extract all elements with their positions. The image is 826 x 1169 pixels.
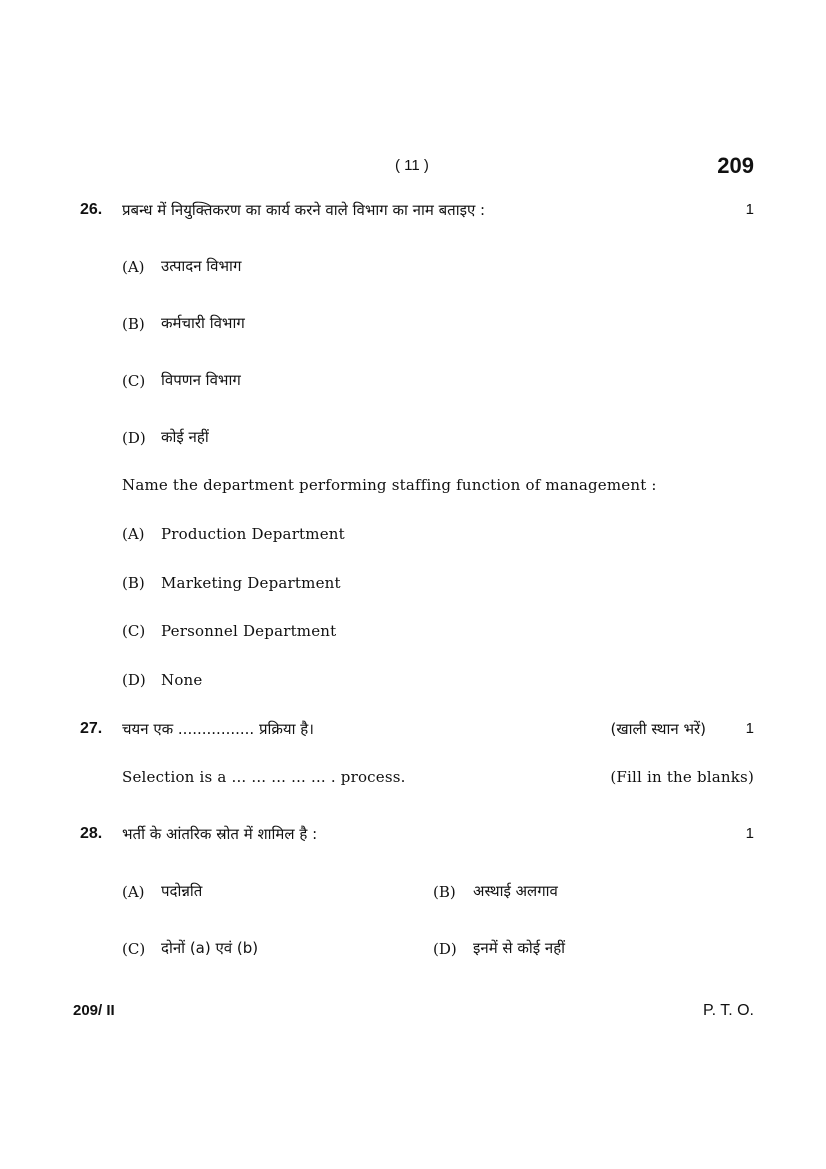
question-text-hindi: प्रबन्ध में नियुक्तिकरण का कार्य करने वाले विभाग का नाम बताइए : (122, 201, 486, 219)
question-text-hindi: चयन एक ................ प्रक्रिया है। (122, 720, 314, 738)
question-text-english: Selection is a ... ... ... ... ... . process. (122, 768, 406, 786)
paper-code: 209 (717, 153, 754, 178)
option-label: (A) (122, 883, 145, 901)
footer-code: 209/ II (73, 1002, 115, 1019)
option-label: (D) (122, 429, 146, 447)
option-label: (A) (122, 258, 145, 276)
option-label: (B) (122, 574, 145, 592)
option-text: Personnel Department (161, 622, 337, 640)
option-text: पदोन्नति (161, 882, 203, 900)
question-number: 26. (80, 201, 103, 218)
option-text: इनमें से कोई नहीं (473, 939, 566, 957)
question-text-hindi: भर्ती के आंतरिक स्रोत में शामिल है : (122, 825, 318, 843)
question-marks: 1 (745, 825, 754, 842)
option-label: (C) (122, 622, 146, 640)
option-label: (C) (122, 372, 146, 390)
option-text: दोनों (a) एवं (b) (161, 939, 259, 957)
option-text: Production Department (161, 525, 345, 543)
question-number: 28. (80, 825, 103, 842)
option-label: (B) (433, 883, 456, 901)
option-text: कोई नहीं (161, 428, 209, 446)
question-text-english: Name the department performing staffing function of management : (122, 476, 657, 494)
option-text: अस्थाई अलगाव (473, 882, 558, 900)
option-text: कर्मचारी विभाग (161, 314, 245, 332)
option-text: Marketing Department (161, 574, 341, 592)
option-text: विपणन विभाग (161, 371, 241, 389)
page-number: ( 11 ) (395, 157, 429, 174)
footer-pto: P. T. O. (703, 1002, 754, 1019)
instruction-english: (Fill in the blanks) (610, 768, 754, 786)
question-number: 27. (80, 720, 103, 737)
option-text: None (161, 671, 203, 689)
instruction-hindi: (खाली स्थान भरें) (610, 720, 706, 738)
option-label: (D) (433, 940, 457, 958)
option-label: (D) (122, 671, 146, 689)
option-label: (B) (122, 315, 145, 333)
option-text: उत्पादन विभाग (161, 257, 242, 275)
question-marks: 1 (745, 720, 754, 737)
question-marks: 1 (745, 201, 754, 218)
option-label: (A) (122, 525, 145, 543)
option-label: (C) (122, 940, 146, 958)
